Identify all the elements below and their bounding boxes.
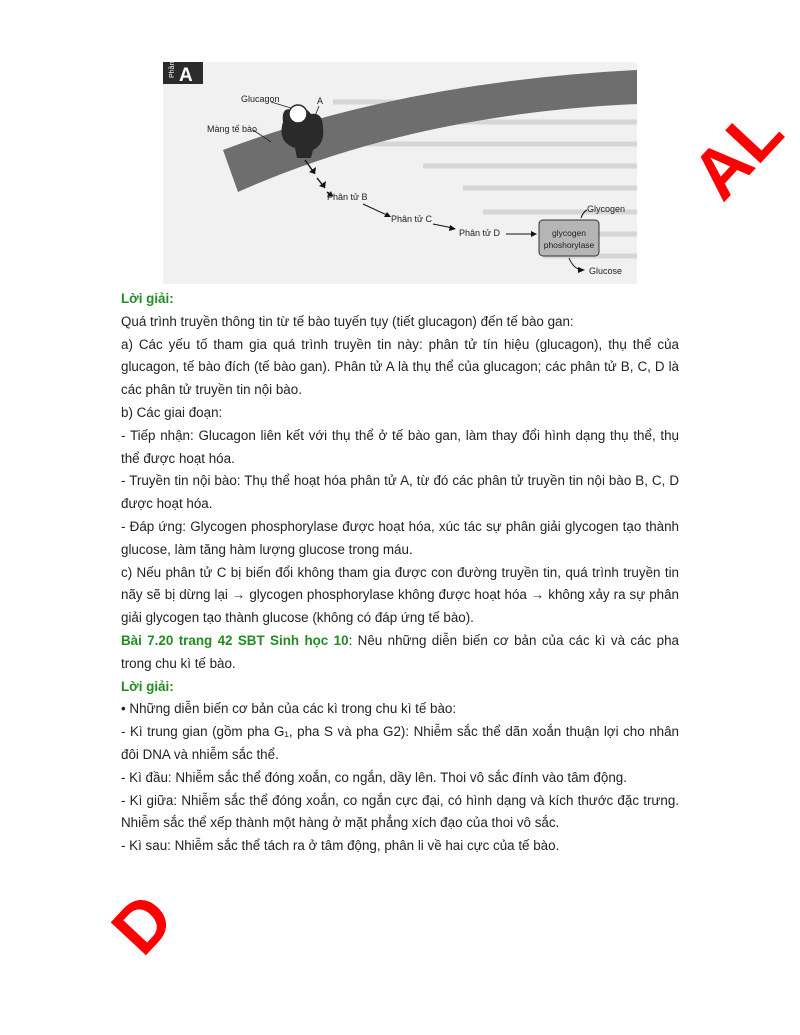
stage-response: - Đáp ứng: Glycogen phosphorylase được hoạt hóa, xúc tác sự phân giải glycogen tạo thành glucose, làm tăng hàm lượng glucose trong máu. bbox=[121, 518, 679, 557]
phase-interphase: - Kì trung gian (gồm pha G₁, pha S và pha G2): Nhiễm sắc thể dãn xoắn thuận lợi cho nhân đôi DNA và nhiễm sắc thể. bbox=[121, 724, 679, 762]
question-paragraph bbox=[121, 630, 679, 676]
part-c-paragraph: c) Nếu phân tử C bị biến đổi không tham gia được con đường truyền tin, quá trình truyền tin nãy sẽ bị dừng lại → glycogen phosphorylase không được hoạt hóa → không xảy ra sự phân giải glycogen tạo thành glucose (không có đáp ứng tế bào). bbox=[121, 564, 679, 626]
label-molecule-d: Phân tử D bbox=[459, 228, 501, 238]
figure-tag-side: Phần bbox=[169, 62, 176, 78]
enzyme-box bbox=[539, 220, 599, 256]
bullet-heading: • Những diễn biến cơ bản của các kì trong chu kì tế bào: bbox=[121, 701, 457, 717]
solution-label-1: Lời giải: bbox=[121, 291, 174, 306]
phase-anaphase: - Kì sau: Nhiễm sắc thể tách ra ở tâm động, phân li về hai cực của tế bào. bbox=[121, 838, 560, 854]
question-text: : Nêu những diễn biến cơ bản của các kì và các pha trong chu kì tế bào. bbox=[121, 632, 679, 671]
solution-label-2: Lời giải: bbox=[121, 678, 174, 694]
label-molecule-b: Phân tử B bbox=[327, 192, 368, 202]
glucagon-molecule bbox=[289, 105, 307, 123]
label-enzyme-line2: phoshorylase bbox=[543, 240, 595, 250]
part-a-paragraph: a) Các yếu tố tham gia quá trình truyền tin này: phân tử tín hiệu (glucagon), thụ thể của glucagon, tế bào đích (tế bào gan). Phân tử A là thụ thể của glucagon; các phân tử B, C, D là các phân tử truyền tin nội bào. bbox=[121, 336, 679, 398]
phase-prophase: - Kì đầu: Nhiễm sắc thể đóng xoắn, co ngắn, dầy lên. Thoi vô sắc đính vào tâm động. bbox=[121, 769, 627, 785]
stage-reception: - Tiếp nhận: Glucagon liên kết với thụ thể ở tế bào gan, làm thay đổi hình dạng thụ thể, thụ thể được hoạt hóa. bbox=[121, 427, 679, 466]
part-b-paragraph: b) Các giai đoạn: bbox=[121, 404, 223, 420]
label-molecule-c: Phân tử C bbox=[391, 214, 433, 224]
stage-transduction: - Truyền tin nội bào: Thụ thể hoạt hóa phân tử A, từ đó các phân tử truyền tin nội bào B, C, D được hoạt hóa. bbox=[121, 473, 679, 512]
label-glycogen: Glycogen bbox=[587, 204, 626, 214]
figure-tag: A bbox=[179, 65, 193, 86]
label-a: A bbox=[317, 96, 324, 106]
intro-paragraph: Quá trình truyền thông tin từ tế bào tuyến tụy (tiết glucagon) đến tế bào gan: bbox=[121, 313, 574, 329]
label-membrane: Màng tế bào bbox=[207, 124, 258, 134]
watermark-bottom: D bbox=[96, 878, 189, 969]
label-enzyme-line1: glycogen bbox=[551, 228, 587, 238]
signal-transduction-figure bbox=[163, 62, 637, 284]
phase-metaphase: - Kì giữa: Nhiễm sắc thể đóng xoắn, co ngắn cực đại, có hình dạng và kích thước đặc trưng. Nhiễm sắc thể xếp thành một hàng ở mặt phẳng xích đạo của thoi vô sắc. bbox=[121, 792, 679, 831]
article-content bbox=[121, 288, 679, 858]
label-glucose: Glucose bbox=[589, 266, 623, 276]
label-glucagon: Glucagon bbox=[241, 94, 280, 104]
watermark-top: AL bbox=[676, 92, 798, 214]
question-title: Bài 7.20 trang 42 SBT Sinh học 10 bbox=[121, 632, 349, 648]
